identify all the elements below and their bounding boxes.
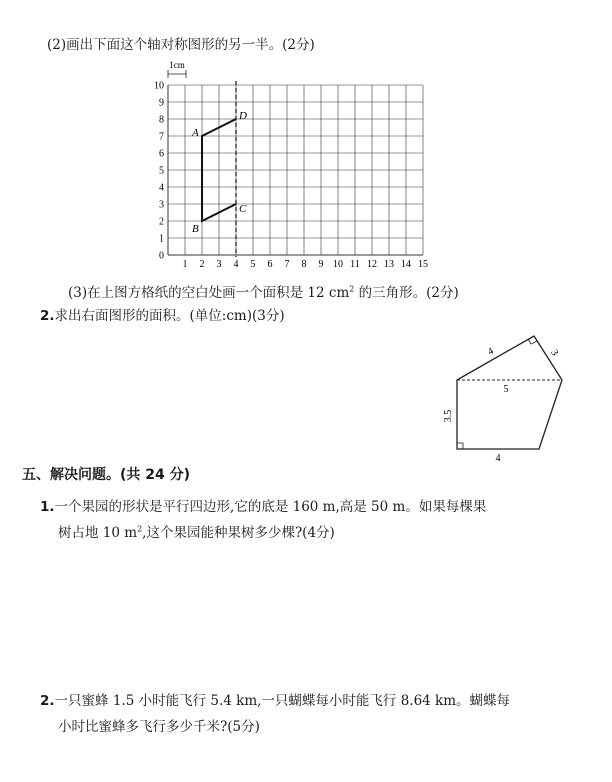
grid-figure bbox=[140, 58, 450, 278]
point-label-d: D bbox=[239, 110, 247, 122]
x-tick-label: 6 bbox=[267, 259, 273, 270]
problem-2-line-2: 小时比蜜蜂多飞行多少千米?(5分) bbox=[58, 719, 260, 735]
section-5-title: 五、解决问题。(共 24 分) bbox=[22, 467, 191, 483]
grid-lines bbox=[168, 85, 423, 255]
point-label-c: C bbox=[239, 203, 247, 215]
y-tick-label: 7 bbox=[159, 131, 164, 143]
x-tick-label: 8 bbox=[301, 259, 307, 270]
x-tick-label: 9 bbox=[318, 259, 324, 270]
point-label-b: B bbox=[192, 223, 199, 235]
x-tick-label: 5 bbox=[250, 259, 256, 270]
pentagon-label-top: 4 bbox=[486, 345, 496, 358]
pentagon-label-right-top: 3 bbox=[548, 347, 561, 358]
x-tick-label: 12 bbox=[367, 259, 377, 270]
y-tick-label: 2 bbox=[159, 216, 164, 228]
pentagon-shape bbox=[457, 336, 562, 449]
y-tick-label: 4 bbox=[159, 182, 164, 194]
question-3-text: (3)在上图方格纸的空白处画一个面积是 12 $cm^2$ 的三角形。(2分) bbox=[68, 284, 459, 301]
y-tick-label: 0 bbox=[159, 250, 164, 262]
grid-ticks bbox=[154, 81, 428, 271]
question-2-text: (2)画出下面这个轴对称图形的另一半。(2分) bbox=[47, 37, 315, 53]
scale-label: 1cm bbox=[169, 60, 185, 70]
problem-1-line-2: 树占地 10 $m^2$,这个果园能种果树多少棵?(4分) bbox=[58, 524, 335, 541]
x-tick-label: 14 bbox=[401, 259, 411, 270]
problem-1-line-1: 1.一个果园的形状是平行四边形,它的底是 160 m,高是 50 m。如果每棵果 bbox=[40, 499, 487, 515]
y-tick-label: 6 bbox=[159, 148, 164, 160]
x-tick-label: 3 bbox=[216, 259, 222, 270]
x-tick-label: 11 bbox=[350, 259, 360, 270]
y-tick-label: 3 bbox=[159, 199, 164, 211]
x-tick-label: 1 bbox=[182, 259, 188, 270]
pentagon-label-diagonal: 5 bbox=[503, 384, 509, 395]
x-tick-label: 4 bbox=[233, 259, 239, 270]
x-tick-label: 7 bbox=[284, 259, 290, 270]
x-tick-label: 15 bbox=[418, 259, 428, 270]
scale-indicator bbox=[168, 60, 186, 78]
right-angle-mark-bottom bbox=[457, 443, 463, 449]
pentagon-label-bottom: 4 bbox=[495, 453, 501, 464]
pentagon-label-left: 3.5 bbox=[443, 409, 454, 423]
pentagon-figure bbox=[440, 330, 580, 464]
problem-2-line-1: 2.一只蜜蜂 1.5 小时能飞行 5.4 km,一只蝴蝶每小时能飞行 8.64 km。蝴蝶每 bbox=[40, 693, 511, 709]
y-tick-label: 5 bbox=[159, 165, 164, 177]
point-label-a: A bbox=[192, 127, 199, 139]
x-tick-label: 2 bbox=[199, 259, 205, 270]
y-tick-label: 10 bbox=[154, 80, 164, 92]
question-area-text: 2.求出右面图形的面积。(单位:cm)(3分) bbox=[40, 308, 285, 324]
y-tick-label: 1 bbox=[159, 233, 164, 245]
y-tick-label: 8 bbox=[159, 114, 164, 126]
y-tick-label: 9 bbox=[159, 97, 164, 109]
x-tick-label: 10 bbox=[333, 259, 343, 270]
x-tick-label: 13 bbox=[384, 259, 394, 270]
